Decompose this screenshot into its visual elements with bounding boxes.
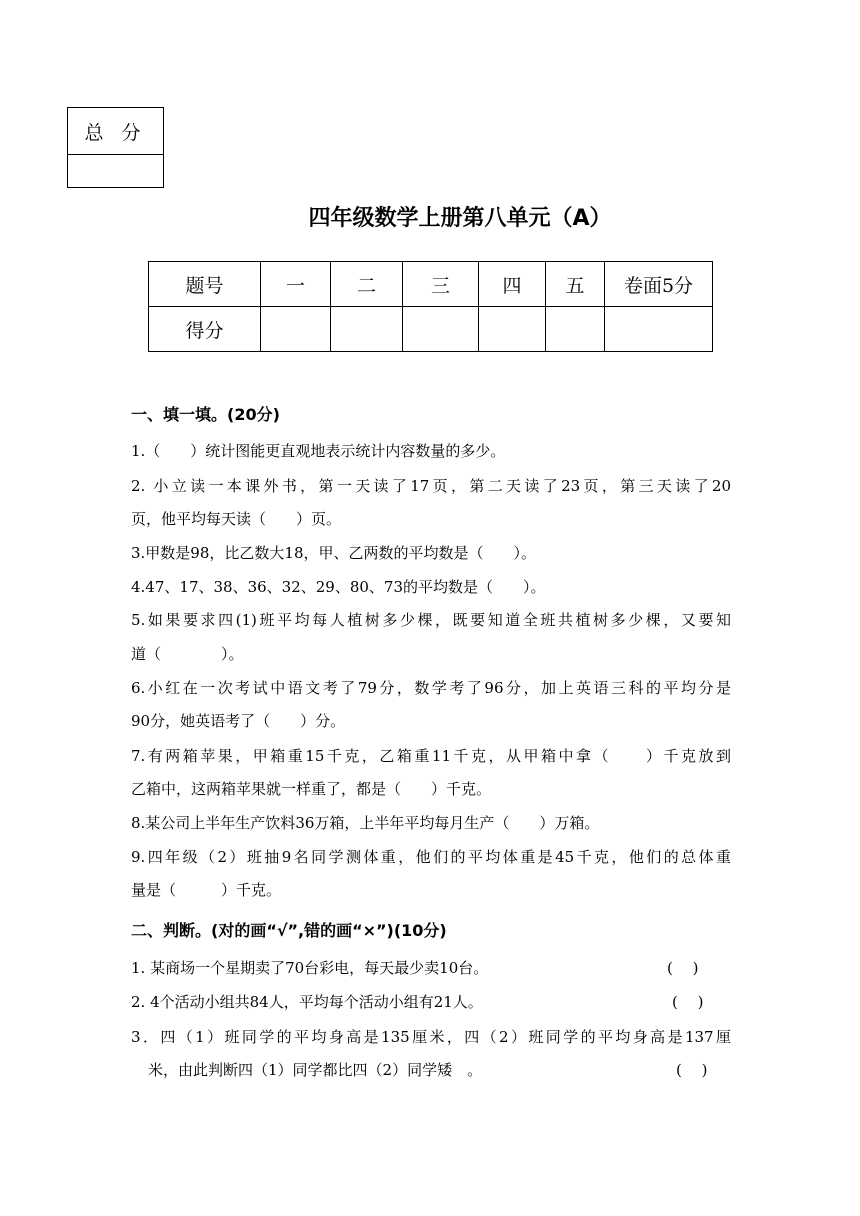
judge-item: 米，由此判断四（1）同学都比四（2）同学矮 。 [148,1061,483,1079]
judge-bracket[interactable]: ( ) [676,1061,708,1079]
header-cell-4: 四 [479,262,546,307]
score-table [148,261,713,352]
score-cell[interactable] [479,307,546,352]
question-line: 道（ ）。 [131,645,244,663]
header-cell-2: 二 [331,262,403,307]
score-table-score-row [149,307,713,352]
question-line: 4.47、17、38、36、32、29、80、73的平均数是（ ）。 [131,578,546,596]
section2-heading: 二、判断。(对的画“√”,错的画“×”)(10分) [131,921,447,940]
question-line: 量是（ ）千克。 [131,881,282,899]
question-line: 7.有两箱苹果，甲箱重15千克，乙箱重11千克，从甲箱中拿（ ）千克放到 [131,747,731,765]
header-cell-1: 一 [261,262,331,307]
score-cell[interactable] [546,307,605,352]
question-line: 3.甲数是98，比乙数大18，甲、乙两数的平均数是（ ）。 [131,544,536,562]
question-line: 1.（ ）统计图能更直观地表示统计内容数量的多少。 [131,442,506,460]
page-title: 四年级数学上册第八单元（A） [308,206,612,231]
judge-item: 3．四（1）班同学的平均身高是135厘米，四（2）班同学的平均身高是137厘 [131,1028,731,1046]
judge-bracket[interactable]: ( ) [667,959,699,977]
score-cell[interactable] [261,307,331,352]
score-cell[interactable] [403,307,479,352]
question-line: 乙箱中，这两箱苹果就一样重了，都是（ ）千克。 [131,780,492,798]
question-line: 9.四年级（2）班抽9名同学测体重，他们的平均体重是45千克，他们的总体重 [131,848,731,866]
score-row-label: 得分 [149,307,261,352]
question-line: 页，他平均每天读（ ）页。 [131,510,342,528]
judge-bracket[interactable]: ( ) [672,993,704,1011]
score-table-header-row [149,262,713,307]
judge-item: 2. 4个活动小组共84人，平均每个活动小组有21人。 [131,993,483,1011]
header-cell-5: 五 [546,262,605,307]
header-cell-neatness: 卷面5分 [605,262,713,307]
total-score-box [67,107,164,188]
header-cell-3: 三 [403,262,479,307]
score-cell[interactable] [331,307,403,352]
section1-heading: 一、填一填。(20分) [131,405,280,424]
question-line: 8.某公司上半年生产饮料36万箱，上半年平均每月生产（ ）万箱。 [131,814,600,832]
score-cell[interactable] [605,307,713,352]
question-line: 2. 小立读一本课外书，第一天读了17页，第二天读了23页，第三天读了20 [131,477,731,495]
total-score-label: 总 分 [68,108,163,155]
judge-item: 1. 某商场一个星期卖了70台彩电，每天最少卖10台。 [131,959,489,977]
question-line: 6.小红在一次考试中语文考了79分，数学考了96分，加上英语三科的平均分是 [131,679,731,697]
question-line: 90分，她英语考了（ ）分。 [131,712,346,730]
header-cell-number: 题号 [149,262,261,307]
question-line: 5.如果要求四(1)班平均每人植树多少棵，既要知道全班共植树多少棵，又要知 [131,611,731,629]
